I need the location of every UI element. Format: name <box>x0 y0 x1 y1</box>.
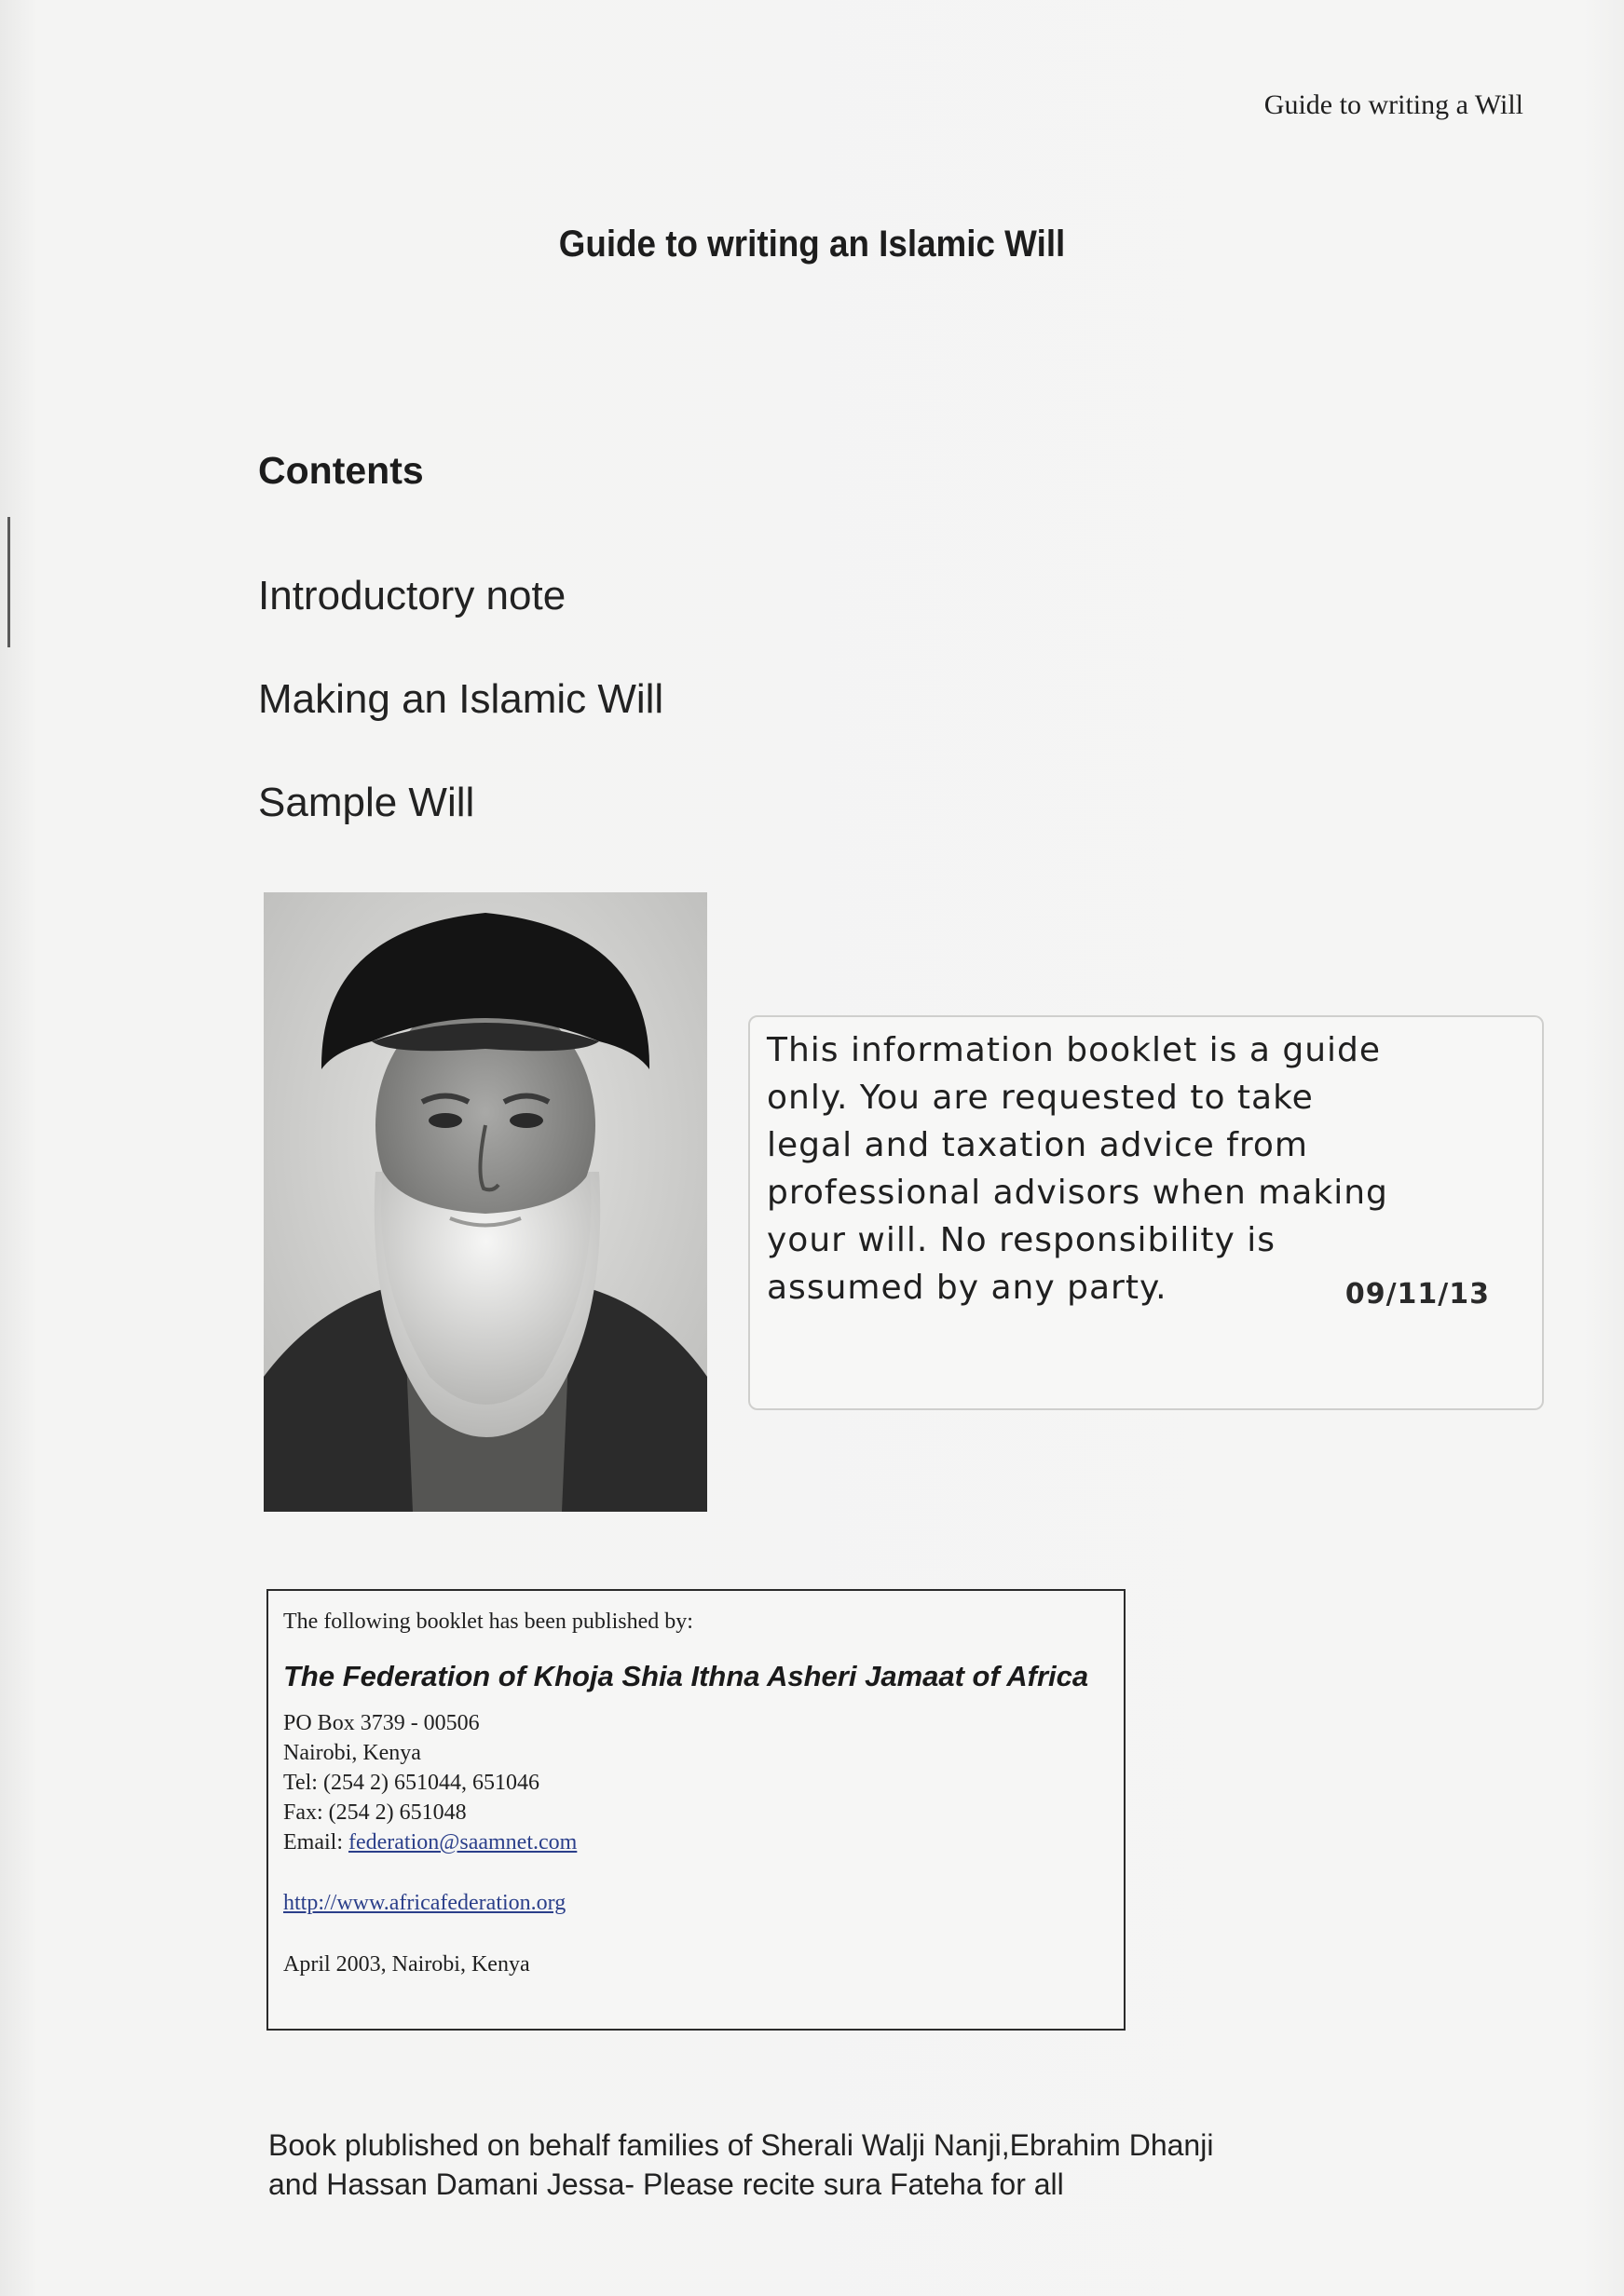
disclaimer-line: professional advisors when making <box>767 1174 1388 1212</box>
publisher-email-link[interactable]: federation@saamnet.com <box>348 1830 578 1854</box>
document-title: Guide to writing an Islamic Will <box>558 224 1066 265</box>
disclaimer-date: 09/11/13 <box>1344 1278 1490 1311</box>
contents-item-introductory-note: Introductory note <box>258 573 566 618</box>
disclaimer-line: only. You are requested to take <box>767 1079 1314 1117</box>
contents-list <box>258 544 663 854</box>
publisher-website-link[interactable]: http://www.africafederation.org <box>283 1891 566 1915</box>
disclaimer-line: This information booklet is a guide <box>767 1031 1382 1069</box>
publisher-intro: The following booklet has been published by: <box>283 1610 693 1634</box>
footer-line: Book plublished on behalf families of Sherali Walji Nanji,Ebrahim Dhanji <box>268 2128 1214 2162</box>
contents-item-sample-will: Sample Will <box>258 780 475 825</box>
publisher-address <box>283 1708 577 1857</box>
disclaimer-line: your will. No responsibility is <box>767 1221 1276 1259</box>
footer-note <box>268 2126 1213 2204</box>
publisher-box <box>266 1589 1126 2031</box>
running-header: Guide to writing a Will <box>1263 89 1523 120</box>
portrait-illustration <box>264 892 707 1512</box>
disclaimer-text <box>767 1026 1447 1311</box>
publisher-fax: Fax: (254 2) 651048 <box>283 1800 467 1825</box>
publisher-organization: The Federation of Khoja Shia Ithna Asheri Jamaat of Africa <box>283 1660 1089 1692</box>
publisher-tel: Tel: (254 2) 651044, 651046 <box>283 1771 539 1795</box>
disclaimer-line: legal and taxation advice from <box>767 1126 1309 1164</box>
publisher-date-place: April 2003, Nairobi, Kenya <box>283 1952 530 1977</box>
disclaimer-box <box>748 1015 1544 1410</box>
publisher-po-box: PO Box 3739 - 00506 <box>283 1711 480 1735</box>
publisher-email-row <box>283 1827 577 1857</box>
publisher-email-label: Email: <box>283 1830 348 1854</box>
binding-edge-mark <box>7 517 10 647</box>
disclaimer-line: assumed by any party. <box>767 1269 1167 1307</box>
portrait-photo <box>264 892 707 1512</box>
publisher-city: Nairobi, Kenya <box>283 1741 421 1765</box>
footer-line: and Hassan Damani Jessa- Please recite sura Fateha for all <box>268 2167 1064 2201</box>
contents-item-making-will: Making an Islamic Will <box>258 676 664 722</box>
contents-heading: Contents <box>258 449 424 492</box>
